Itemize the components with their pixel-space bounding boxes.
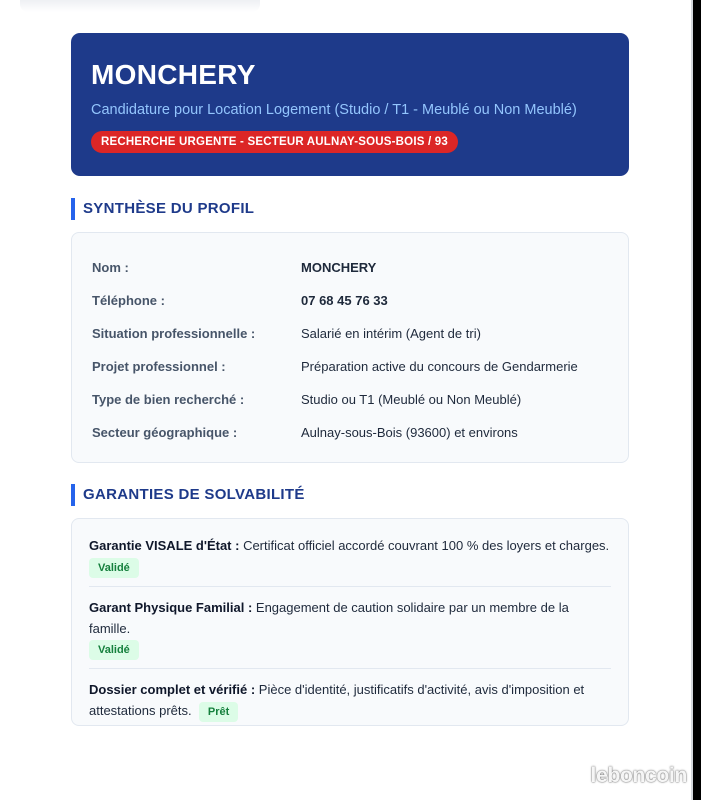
phone-value: 07 68 45 76 33: [301, 293, 388, 308]
profile-row-phone: [92, 284, 608, 317]
profile-value: MONCHERY: [301, 260, 377, 275]
profile-row-sector: [92, 416, 608, 449]
profile-label: Nom :: [92, 260, 129, 275]
status-badge: Prêt: [199, 702, 238, 722]
guarantee-item-dossier: [89, 679, 611, 730]
guarantees-section-title: GARANTIES DE SOLVABILITÉ: [71, 484, 305, 506]
guarantee-item-visale: [89, 535, 611, 587]
guarantees-card: [71, 518, 629, 726]
guarantee-title: Garantie VISALE d'État :: [89, 538, 240, 553]
profile-value: Studio ou T1 (Meublé ou Non Meublé): [301, 392, 522, 407]
profile-row-project: [92, 350, 608, 383]
top-shadow: [20, 0, 260, 12]
status-badge: Validé: [89, 640, 139, 660]
profile-section-title: SYNTHÈSE DU PROFIL: [71, 198, 254, 220]
status-badge: Validé: [89, 558, 139, 578]
header-banner: [71, 33, 629, 176]
guarantee-title: Dossier complet et vérifié :: [89, 682, 256, 698]
profile-value: Aulnay-sous-Bois (93600) et environs: [301, 425, 518, 440]
urgent-badge: RECHERCHE URGENTE - SECTEUR AULNAY-SOUS-BOIS / 93: [91, 131, 458, 153]
guarantee-title: Garant Physique Familial :: [89, 599, 253, 615]
guarantee-text: Certificat officiel accordé couvrant 100 % des loyers et charges.: [239, 538, 610, 553]
guarantee-text: Engagement de caution solidaire par un membre de la famille.: [89, 599, 569, 636]
applicant-name-title: MONCHERY: [91, 59, 256, 90]
profile-card: [71, 232, 629, 463]
profile-label: Téléphone :: [92, 293, 165, 308]
profile-row-situation: [92, 317, 608, 350]
profile-row-name: [92, 251, 608, 284]
profile-label: Type de bien recherché :: [92, 392, 245, 407]
profile-label: Projet professionnel :: [92, 359, 226, 374]
profile-label: Situation professionnelle :: [92, 326, 256, 341]
profile-value: Préparation active du concours de Gendarmerie: [301, 359, 578, 374]
profile-row-property-type: [92, 383, 608, 416]
profile-value: Salarié en intérim (Agent de tri): [301, 326, 481, 341]
guarantee-item-family: [89, 597, 611, 670]
profile-label: Secteur géographique :: [92, 425, 238, 440]
leboncoin-watermark: leboncoin: [590, 764, 687, 787]
guarantee-text: Pièce d'identité, justificatifs d'activité, avis d'imposition et attestations prêts.: [89, 682, 585, 719]
page-edge: [693, 0, 701, 800]
header-subtitle: Candidature pour Location Logement (Studio / T1 - Meublé ou Non Meublé): [91, 102, 577, 118]
